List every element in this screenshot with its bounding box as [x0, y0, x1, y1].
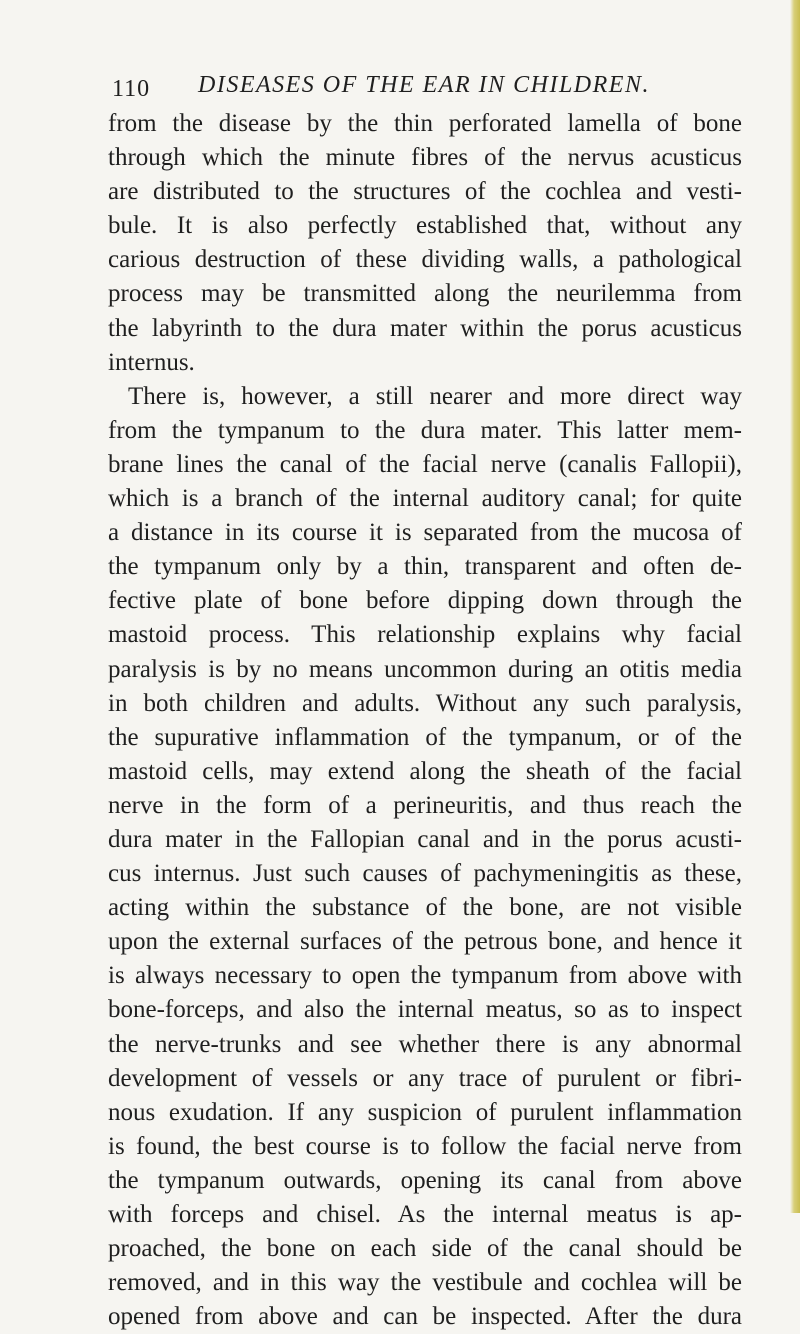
text-line: bule. It is also perfectly established that, without any — [108, 212, 742, 240]
page-header — [106, 68, 746, 104]
text-line: mastoid cells, may extend along the sheath of the facial — [108, 757, 742, 785]
body-text — [108, 107, 742, 1334]
text-line: bone-forceps, and also the internal meatus, so as to inspect — [108, 996, 742, 1024]
text-line: process may be transmitted along the neurilemma from — [108, 280, 742, 308]
text-line: are distributed to the structures of the cochlea and vesti- — [108, 178, 742, 206]
text-line: opened from above and can be inspected. After the dura — [108, 1303, 742, 1331]
text-line: There is, however, a still nearer and more direct way — [128, 382, 742, 410]
text-line: nous exudation. If any suspicion of purulent inflammation — [108, 1098, 742, 1126]
text-line: from the disease by the thin perforated lamella of bone — [108, 110, 742, 137]
text-line: the labyrinth to the dura mater within the porus acusticus — [108, 314, 742, 342]
text-line: cus internus. Just such causes of pachymeningitis as these, — [108, 860, 742, 888]
running-head: DISEASES OF THE EAR IN CHILDREN. — [198, 72, 650, 98]
text-line: in both children and adults. Without any such paralysis, — [108, 689, 742, 717]
text-line: brane lines the canal of the facial nerve (canalis Fallopii), — [108, 450, 742, 478]
text-line: removed, and in this way the vestibule and cochlea will be — [108, 1269, 742, 1297]
text-line: carious destruction of these dividing walls, a pathological — [108, 246, 742, 274]
text-line: paralysis is by no means uncommon during an otitis media — [108, 655, 742, 683]
text-line: proached, the bone on each side of the canal should be — [108, 1235, 742, 1263]
text-line: the tympanum only by a thin, transparent and often de- — [108, 553, 742, 581]
text-line: is always necessary to open the tympanum from above with — [108, 962, 742, 990]
text-line: is found, the best course is to follow the facial nerve from — [108, 1132, 742, 1160]
text-line: development of vessels or any trace of purulent or fibri- — [108, 1064, 742, 1092]
text-line: which is a branch of the internal auditory canal; for quite — [108, 485, 742, 513]
text-line: with forceps and chisel. As the internal meatus is ap- — [108, 1201, 742, 1228]
text-line: the nerve-trunks and see whether there is any abnormal — [108, 1030, 742, 1058]
page-edge — [790, 0, 800, 1213]
text-line: a distance in its course it is separated from the mucosa of — [108, 519, 742, 547]
text-line: nerve in the form of a perineuritis, and thus reach the — [108, 791, 742, 819]
page-number: 110 — [112, 76, 151, 102]
text-line: mastoid process. This relationship explains why facial — [108, 621, 742, 649]
text-line: fective plate of bone before dipping down through the — [108, 587, 742, 615]
text-line: upon the external surfaces of the petrous bone, and hence it — [108, 928, 742, 956]
text-line: the tympanum outwards, opening its canal from above — [108, 1166, 742, 1194]
text-line: the supurative inflammation of the tympanum, or of the — [108, 723, 742, 751]
text-line: internus. — [108, 348, 195, 376]
text-line: from the tympanum to the dura mater. This latter mem- — [108, 416, 742, 444]
text-line: dura mater in the Fallopian canal and in the porus acusti- — [108, 825, 742, 853]
text-line: acting within the substance of the bone, are not visible — [108, 894, 742, 922]
text-line: through which the minute fibres of the nervus acusticus — [108, 144, 742, 172]
